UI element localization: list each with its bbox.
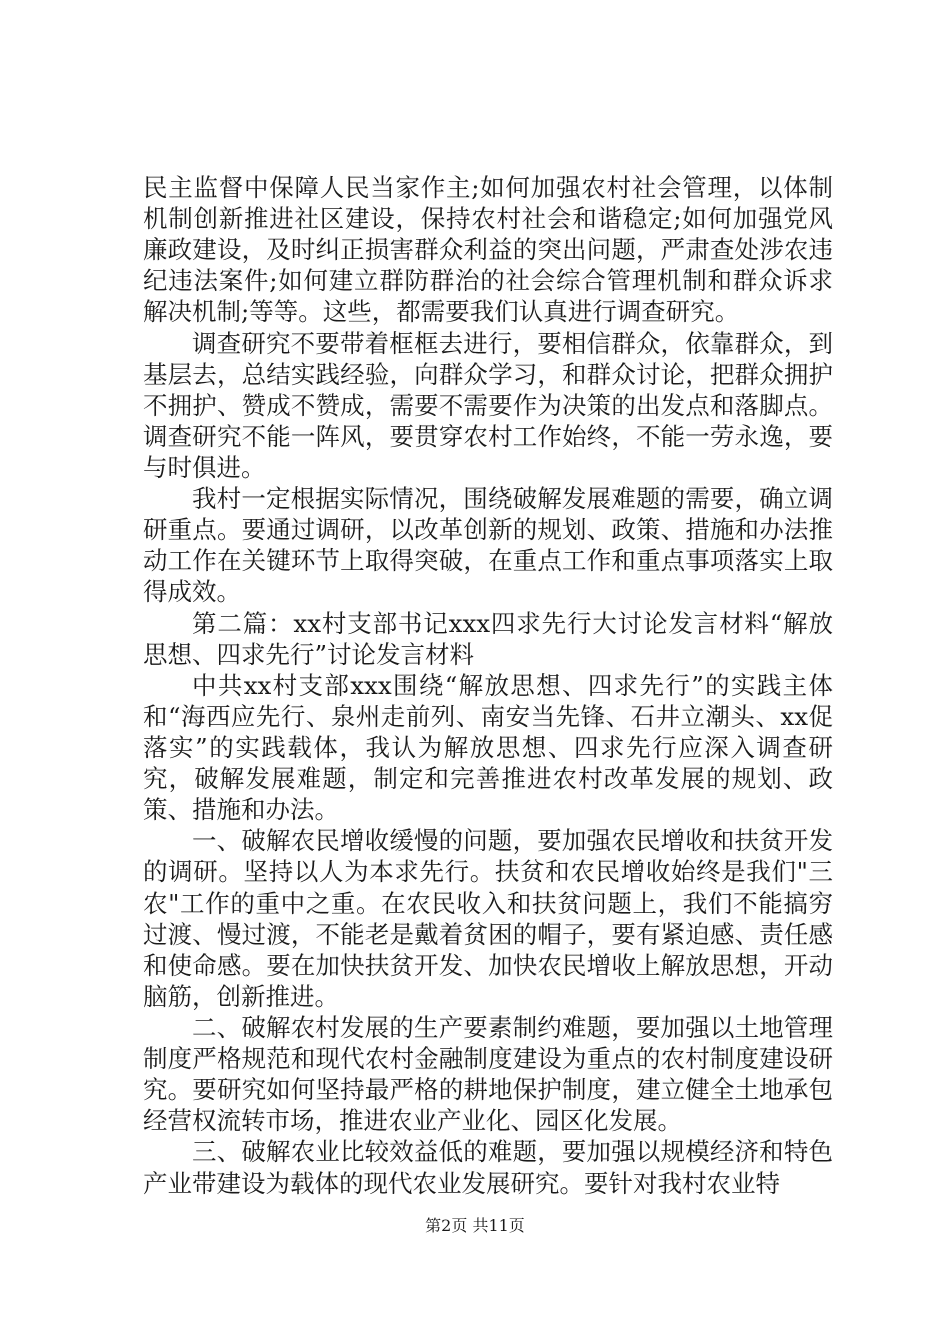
paragraph: 三、破解农业比较效益低的难题，要加强以规模经济和特色产业带建设为载体的现代农业发展研究。要针对我村农业特: [143, 1137, 833, 1198]
paragraph: 一、破解农民增收缓慢的问题，要加强农民增收和扶贫开发的调研。坚持以人为本求先行。扶贫和农民增收始终是我们"三农"工作的重中之重。在农民收入和扶贫问题上，我们不能搞穷过渡、慢过渡，不能老是戴着贫困的帽子，要有紧迫感、责任感和使命感。要在加快扶贫开发、加快农民增收上解放思想，开动脑筋，创新推进。: [143, 826, 833, 1011]
paragraph: 我村一定根据实际情况，围绕破解发展难题的需要，确立调研重点。要通过调研，以改革创新的规划、政策、措施和办法推动工作在关键环节上取得突破，在重点工作和重点事项落实上取得成效。: [143, 484, 833, 607]
paragraph: 调查研究不要带着框框去进行，要相信群众，依靠群众，到基层去，总结实践经验，向群众学习，和群众讨论，把群众拥护不拥护、赞成不赞成，需要不需要作为决策的出发点和落脚点。调查研究不能一阵风，要贯穿农村工作始终，不能一劳永逸，要与时俱进。: [143, 328, 833, 482]
page-footer: [0, 1216, 950, 1236]
paragraph: 二、破解农村发展的生产要素制约难题，要加强以土地管理制度严格规范和现代农村金融制度建设为重点的农村制度建设研究。要研究如何坚持最严格的耕地保护制度，建立健全土地承包经营权流转市场，推进农业产业化、园区化发展。: [143, 1012, 833, 1136]
section-heading-paragraph: 第二篇：xx村支部书记xxx四求先行大讨论发言材料“解放思想、四求先行”讨论发言材料: [143, 608, 833, 669]
document-body: [143, 172, 833, 1199]
paragraph: 中共xx村支部xxx围绕“解放思想、四求先行”的实践主体和“海西应先行、泉州走前列、南安当先锋、石井立潮头、xx促落实”的实践载体，我认为解放思想、四求先行应深入调查研究，破解发展难题，制定和完善推进农村改革发展的规划、政策、措施和办法。: [143, 670, 833, 825]
page-number: 第2页 共11页: [425, 1216, 525, 1235]
paragraph: 民主监督中保障人民当家作主;如何加强农村社会管理，以体制机制创新推进社区建设，保持农村社会和谐稳定;如何加强党风廉政建设，及时纠正损害群众利益的突出问题，严肃查处涉农违纪违法案件;如何建立群防群治的社会综合管理机制和群众诉求解决机制;等等。这些，都需要我们认真进行调查研究。: [143, 173, 833, 327]
